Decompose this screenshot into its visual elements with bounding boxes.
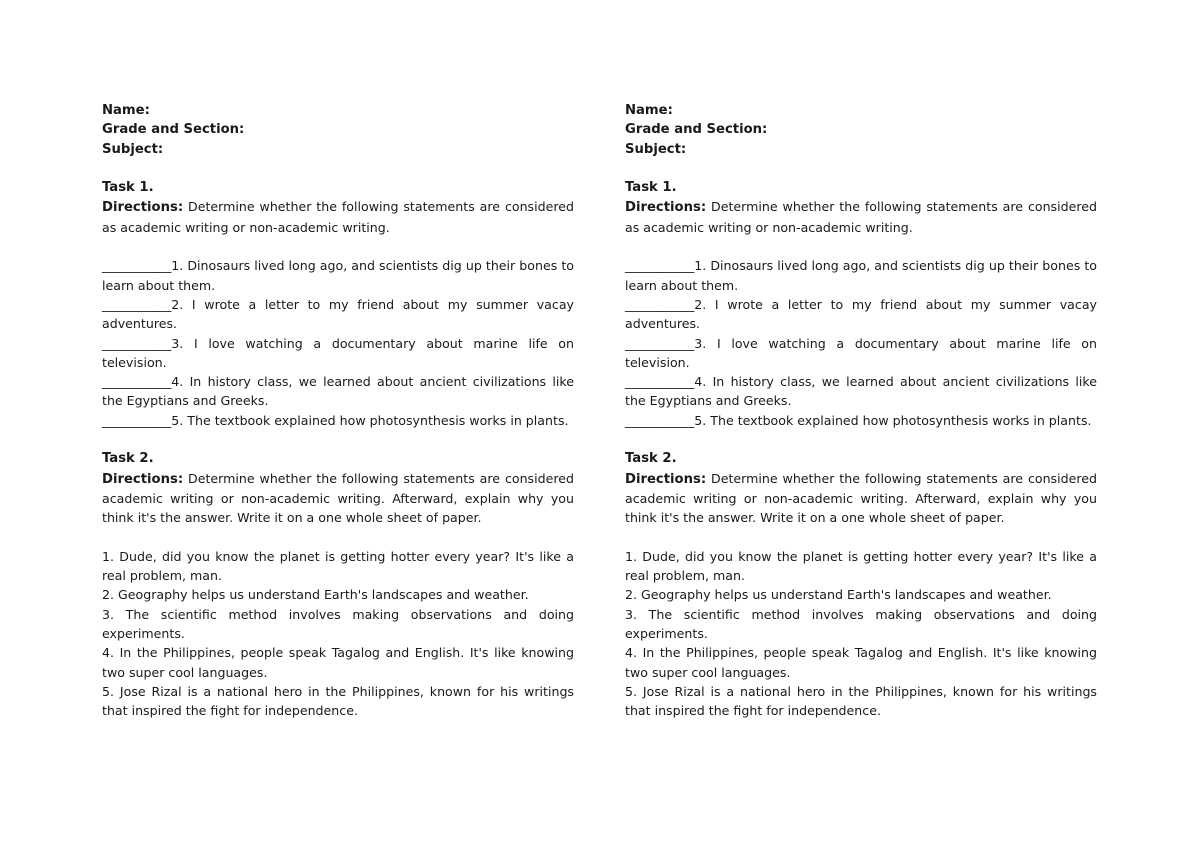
task2-item: 5. Jose Rizal is a national hero in the Philippines, known for his writings that inspired the fight for independence. [102,683,574,719]
task1-directions-label: Directions: [625,200,707,216]
task2-item: 2. Geography helps us understand Earth's landscapes and weather. [102,587,529,603]
task2-directions-label: Directions: [625,471,707,487]
task1-item: ___________2. I wrote a letter to my friend about my summer vacay adventures. [102,296,574,332]
task1-item: ___________4. In history class, we learned about ancient civilizations like the Egyptians and Greeks. [625,374,1097,409]
task2-item: 3. The scientific method involves making observations and doing experiments. [625,606,1097,642]
task2-title: Task 2. [102,451,154,467]
task1-title: Task 1. [102,180,154,196]
worksheet-left [102,101,574,721]
name-label: Name: [102,103,150,118]
task2-item: 1. Dude, did you know the planet is getting hotter every year? It's like a real problem, man. [102,548,574,584]
task2-item: 5. Jose Rizal is a national hero in the Philippines, known for his writings that inspired the fight for independence. [625,683,1097,719]
task1-item: ___________5. The textbook explained how photosynthesis works in plants. [625,412,1092,428]
subject-label: Subject: [102,141,164,157]
task1-directions [625,197,1097,237]
task1-item: ___________3. I love watching a documentary about marine life on television. [102,335,574,370]
task1-title: Task 1. [625,180,677,196]
task1-directions-text: Determine whether the following statements are considered as academic writing or non-academic writing. [102,199,574,235]
task2-directions [102,469,574,528]
name-label: Name: [625,103,673,118]
worksheet-right [625,101,1097,721]
task1-item: ___________4. In history class, we learned about ancient civilizations like the Egyptians and Greeks. [102,374,574,409]
task2-directions-text: Determine whether the following statements are considered academic writing or non-academic writing. Afterward, explain why you think it's the answer. Write it on a one whole sheet of paper. [625,470,1097,526]
task2-directions-label: Directions: [102,471,184,487]
task1-directions-label: Directions: [102,200,184,216]
task2-directions [625,469,1097,528]
task2-title: Task 2. [625,451,677,467]
task1-directions [102,197,574,237]
task1-item: ___________2. I wrote a letter to my friend about my summer vacay adventures. [625,296,1097,332]
task2-directions-text: Determine whether the following statements are considered academic writing or non-academic writing. Afterward, explain why you think it's the answer. Write it on a one whole sheet of paper. [102,470,574,526]
task1-item: ___________3. I love watching a documentary about marine life on television. [625,335,1097,370]
task1-directions-text: Determine whether the following statements are considered as academic writing or non-academic writing. [625,199,1097,235]
task2-item: 3. The scientific method involves making observations and doing experiments. [102,606,574,642]
grade-section-label: Grade and Section: [625,122,768,138]
grade-section-label: Grade and Section: [102,122,245,138]
task2-item: 2. Geography helps us understand Earth's landscapes and weather. [625,587,1052,603]
task1-item: ___________5. The textbook explained how photosynthesis works in plants. [102,412,569,428]
task2-item: 4. In the Philippines, people speak Tagalog and English. It's like knowing two super cool languages. [102,645,574,680]
task1-item: ___________1. Dinosaurs lived long ago, and scientists dig up their bones to learn about them. [625,258,1097,293]
task1-item: ___________1. Dinosaurs lived long ago, and scientists dig up their bones to learn about them. [102,258,574,293]
task2-item: 1. Dude, did you know the planet is getting hotter every year? It's like a real problem, man. [625,548,1097,584]
task2-item: 4. In the Philippines, people speak Tagalog and English. It's like knowing two super cool languages. [625,645,1097,680]
subject-label: Subject: [625,141,687,157]
